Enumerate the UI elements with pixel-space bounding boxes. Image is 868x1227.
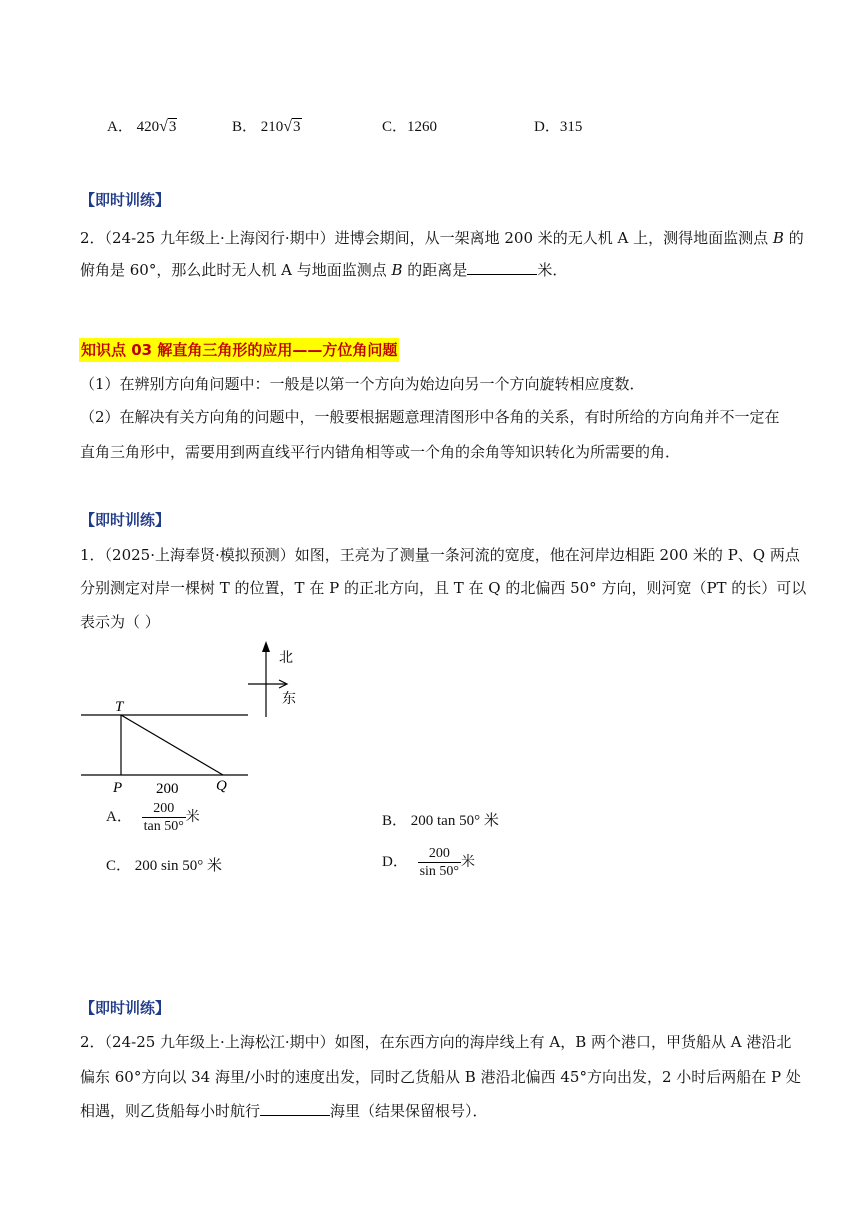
section-header: 【即时训练】: [80, 511, 171, 529]
q1-option-a: [106, 800, 200, 835]
option-a-label: A．: [106, 808, 132, 825]
text: 俯角是 60°，那么此时无人机 A 与地面监测点: [80, 261, 392, 279]
option-a: [107, 117, 177, 137]
option-d-label: D．: [382, 853, 408, 870]
unit: 米: [461, 853, 476, 870]
sqrt-icon: √: [159, 118, 168, 135]
fraction: [418, 845, 461, 880]
numerator: 200: [418, 845, 461, 863]
kp-item-2-line-1: （2）在解决有关方向角的问题中，一般要根据题意理清图形中各角的关系，有时所给的方向角并不一定在: [80, 408, 780, 426]
label-t: T: [115, 699, 124, 715]
denominator: tan 50°: [143, 819, 184, 834]
denominator: sin 50°: [419, 864, 460, 879]
text: 的: [783, 229, 804, 247]
option-b-coef: 210: [260, 119, 284, 135]
option-a-radicand: 3: [168, 119, 177, 135]
text: 相遇，则乙货船每小时航行: [80, 1102, 261, 1120]
text: 的距离是: [402, 261, 468, 279]
option-a-label: A．: [107, 119, 133, 135]
north-arrow-icon: [262, 641, 270, 652]
option-d: D．315: [534, 119, 583, 135]
fraction: [142, 800, 186, 835]
question-2-line-2: [80, 260, 567, 280]
option-b-radicand: 3: [293, 119, 301, 135]
kp-item-1: （1）在辨别方向角问题中：一般是以第一个方向为始边向另一个方向旋转相应度数．: [80, 375, 645, 393]
label-q: Q: [216, 778, 227, 794]
q1-option-d: [382, 845, 475, 880]
question-2b-line-2: 偏东 60°方向以 34 海里/小时的速度出发，同时乙货船从 B 港沿北偏西 45°方向出发，2 小时后两船在 P 处: [80, 1068, 801, 1086]
text: 2．（24-25 九年级上·上海闵行·期中）进博会期间，从一架离地 200 米的无人机 A 上，测得地面监测点: [80, 229, 773, 247]
section-header: 【即时训练】: [80, 999, 171, 1017]
question-2b-line-1: 2．（24-25 九年级上·上海松江·期中）如图，在东西方向的海岸线上有 A，B 两个港口，甲货船从 A 港沿北: [80, 1033, 792, 1051]
text: 米．: [537, 261, 568, 279]
river-figure: [70, 635, 310, 800]
var: B: [772, 229, 784, 247]
option-b: [232, 117, 302, 137]
question-2b-line-3: [80, 1101, 488, 1121]
sqrt-icon: √: [283, 118, 293, 135]
var: B: [391, 261, 403, 279]
text: 海里（结果保留根号）．: [330, 1102, 488, 1120]
option-c: C．1260: [382, 119, 438, 135]
kp-item-2-line-2: 直角三角形中，需要用到两直线平行内错角相等或一个角的余角等知识转化为所需要的角．: [80, 443, 681, 461]
knowledge-point-title: 知识点 03 解直角三角形的应用——方位角问题: [79, 338, 399, 362]
label-p: P: [113, 780, 123, 796]
section-header: 【即时训练】: [80, 191, 171, 209]
question-2-line-1: [80, 228, 804, 248]
unit: 米: [185, 808, 200, 825]
label-200: 200: [156, 781, 179, 797]
q1-option-b: B． 200 tan 50° 米: [382, 813, 499, 829]
question-1-line-2: 分别测定对岸一棵树 T 的位置，T 在 P 的正北方向，且 T 在 Q 的北偏西 50° 方向，则河宽（PT 的长）可以: [80, 579, 807, 597]
compass-north-label: 北: [279, 650, 293, 666]
answer-blank[interactable]: [260, 1101, 330, 1116]
option-a-coef: 420: [136, 119, 160, 135]
answer-blank[interactable]: [467, 260, 537, 275]
numerator: 200: [142, 800, 186, 818]
question-1-line-3: 表示为（ ）: [80, 613, 160, 631]
option-b-label: B．: [232, 119, 258, 135]
question-1-line-1: 1．（2025·上海奉贤·模拟预测）如图，王亮为了测量一条河流的宽度，他在河岸边相距 200 米的 P、Q 两点: [80, 546, 800, 564]
compass-east-label: 东: [282, 691, 296, 707]
q1-option-c: C． 200 sin 50° 米: [106, 858, 223, 874]
segment-tq: [121, 715, 223, 775]
